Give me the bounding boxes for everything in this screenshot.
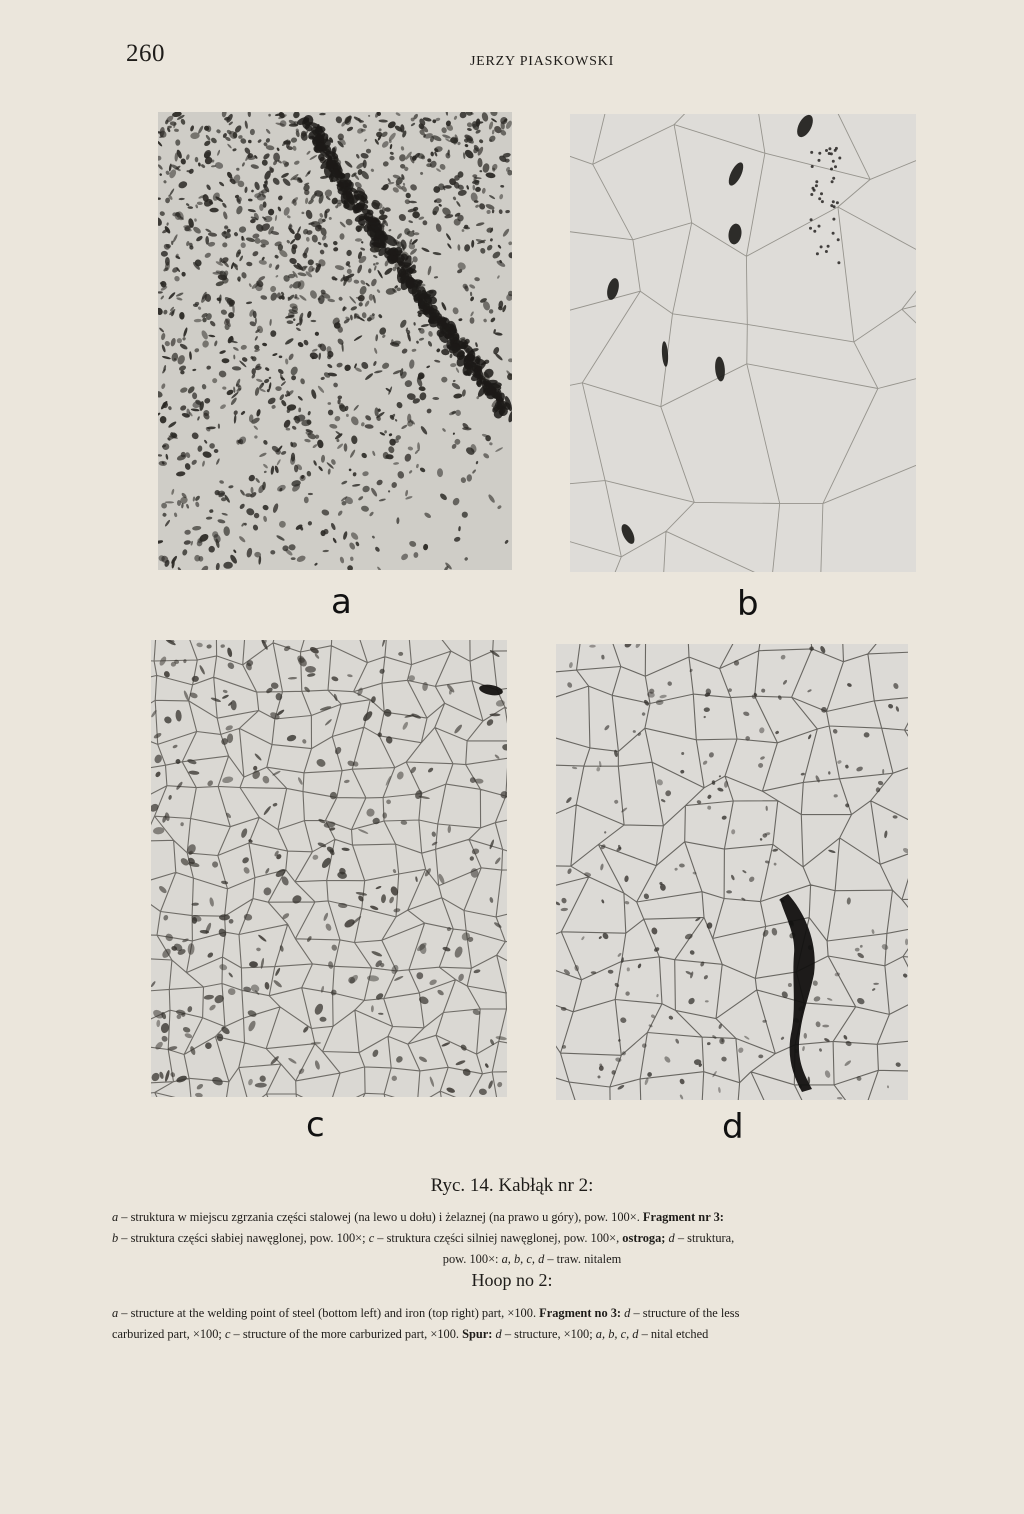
panel-label-c: c: [306, 1105, 325, 1145]
caption-text: – structure of the more carburized part, ×100.: [230, 1327, 463, 1341]
caption-bold: ostroga;: [622, 1231, 666, 1245]
caption-item-a: a: [112, 1306, 119, 1320]
micrograph-c: [151, 640, 507, 1097]
caption-text: – struktura,: [674, 1231, 735, 1245]
caption-text: carburized part, ×100;: [112, 1327, 225, 1341]
caption-text: pow. 100×:: [442, 1252, 502, 1266]
page-number: 260: [126, 40, 165, 67]
caption-item-c: c: [368, 1231, 375, 1245]
caption-text: – traw. nitalem: [544, 1252, 622, 1266]
caption-english: [112, 1303, 952, 1345]
caption-items: a, b, c, d: [595, 1327, 639, 1341]
caption-bold: Spur:: [462, 1327, 493, 1341]
running-head: JERZY PIASKOWSKI: [469, 54, 615, 69]
caption-english-title: Hoop no 2:: [471, 1270, 553, 1290]
figure-caption-title: Ryc. 14. Kabłąk nr 2:: [430, 1175, 594, 1196]
caption-text: – structure of the less: [630, 1306, 740, 1320]
panel-label-b: b: [737, 584, 759, 624]
micrograph-texture: [158, 112, 512, 570]
micrograph-texture: [151, 640, 507, 1097]
caption-item-d: d: [668, 1231, 675, 1245]
caption-item-d: d: [624, 1306, 631, 1320]
caption-item-c: c: [224, 1327, 231, 1341]
caption-bold: Fragment no 3:: [539, 1306, 622, 1320]
caption-bold: Fragment nr 3:: [642, 1210, 724, 1224]
caption-text: – structure, ×100;: [501, 1327, 596, 1341]
micrograph-a: [158, 112, 512, 570]
caption-text: – struktura części silniej nawęglonej, pow. 100×,: [374, 1231, 623, 1245]
micrograph-texture: [570, 114, 916, 572]
panel-label-a: a: [331, 582, 352, 622]
caption-items: a, b, c, d: [501, 1252, 545, 1266]
panel-label-d: d: [722, 1107, 744, 1147]
micrograph-texture: [556, 644, 908, 1100]
micrograph-d: [556, 644, 908, 1100]
caption-text: – struktura części słabiej nawęglonej, pow. 100×;: [118, 1231, 369, 1245]
caption-item-a: a: [112, 1210, 119, 1224]
caption-item-b: b: [112, 1231, 119, 1245]
caption-text: – structure at the welding point of steel (bottom left) and iron (top right) part, ×100.: [118, 1306, 540, 1320]
caption-item-d: d: [495, 1327, 502, 1341]
caption-polish: [112, 1207, 952, 1270]
micrograph-b: [570, 114, 916, 572]
caption-text: – struktura w miejscu zgrzania części stalowej (na lewo u dołu) i żelaznej (na prawo u góry), pow. 100×.: [118, 1210, 643, 1224]
caption-text: – nital etched: [638, 1327, 709, 1341]
